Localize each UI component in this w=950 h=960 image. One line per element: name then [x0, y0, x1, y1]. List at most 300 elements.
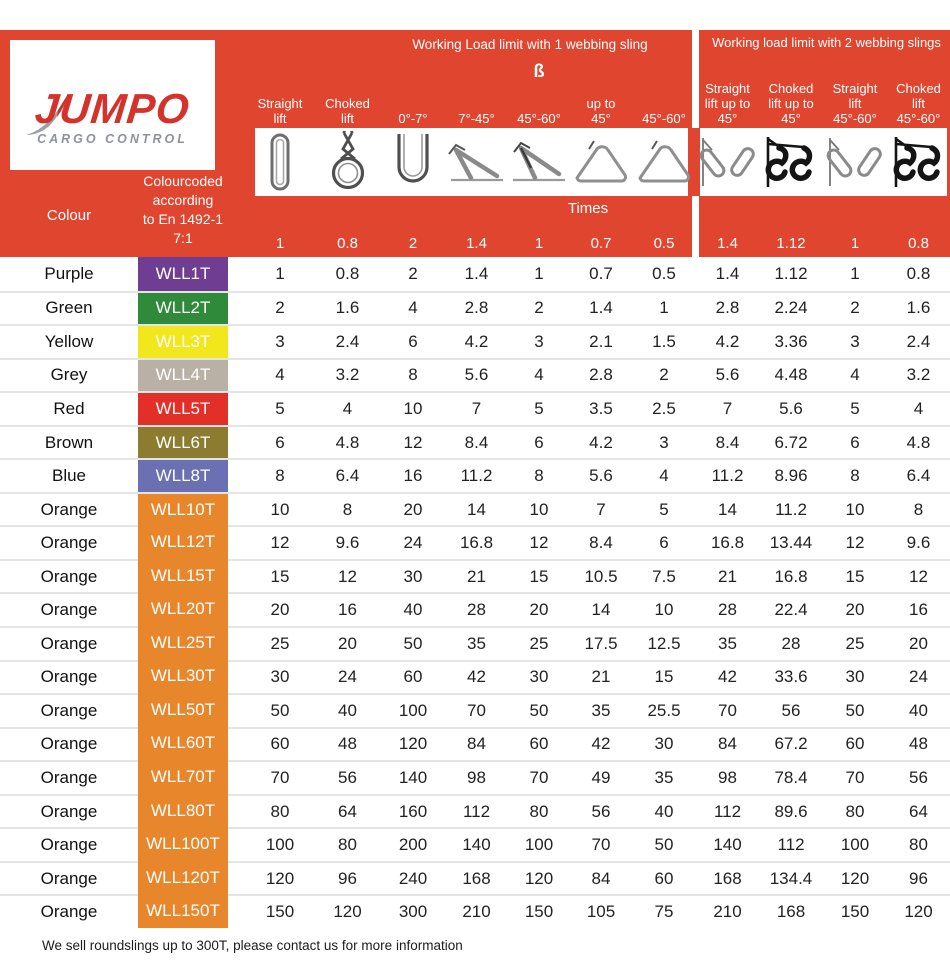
wll-value: 0.8 — [335, 263, 360, 283]
wll-value: 4 — [534, 365, 544, 385]
wll-badge-cell — [138, 695, 228, 727]
wll-badge: WLL100T — [138, 827, 228, 861]
wll-value: 8 — [534, 466, 544, 486]
multiplier-value: 1 — [850, 234, 860, 252]
wll-value: 4.48 — [774, 365, 808, 385]
wll-value: 5 — [275, 398, 285, 418]
column-header-choked-sling: Choked lift — [325, 96, 370, 126]
multiplier-value: 1.4 — [717, 234, 738, 252]
wll-value: 9.6 — [906, 533, 931, 553]
wll-value: 1.5 — [652, 331, 676, 351]
triangle-45-60-icon — [632, 128, 696, 196]
wll-badge-cell — [138, 594, 228, 626]
wll-value: 3 — [850, 331, 860, 351]
wll-value: 240 — [398, 868, 428, 888]
two-slings-straight-45-icon — [696, 128, 759, 196]
group-title-one-sling: Working Load limit with 1 webbing sling — [412, 37, 648, 52]
wll-value: 0.7 — [589, 263, 613, 283]
beta-angle-symbol: ß — [533, 61, 545, 81]
wll-value: 60 — [529, 734, 549, 754]
wll-value: 150 — [840, 902, 870, 922]
wll-value: 5.6 — [715, 365, 740, 385]
table-row — [0, 458, 950, 492]
table-row — [0, 727, 950, 761]
wll-badge-cell — [138, 257, 228, 291]
wll-value: 20 — [845, 600, 865, 620]
wll-value: 2 — [275, 298, 285, 318]
table-row — [0, 324, 950, 358]
wll-value: 60 — [403, 667, 423, 687]
multiplier-value: 2 — [408, 234, 418, 252]
wll-value: 30 — [529, 667, 549, 687]
wll-value: 60 — [270, 734, 290, 754]
table-row — [0, 391, 950, 425]
multiplier-value: 1 — [534, 234, 544, 252]
wll-value: 8 — [342, 499, 353, 519]
colour-name: Yellow — [44, 331, 94, 351]
colour-name: Brown — [44, 432, 94, 452]
wll-value: 60 — [654, 868, 674, 888]
wll-value: 98 — [467, 767, 486, 787]
wll-badge-cell — [138, 628, 228, 660]
multiplier-value: 1.12 — [776, 234, 806, 252]
wll-value: 4.2 — [715, 331, 740, 351]
wll-value: 64 — [909, 801, 928, 821]
wll-value: 140 — [462, 835, 491, 855]
table-body — [0, 257, 950, 928]
wll-value: 11.2 — [460, 466, 493, 486]
table-row — [0, 827, 950, 861]
wll-badge-cell — [138, 762, 228, 794]
column-header-spacer — [0, 64, 138, 126]
wll-value: 14 — [591, 600, 611, 620]
wll-value: 100 — [398, 700, 428, 720]
wll-value: 8.4 — [464, 432, 489, 452]
wll-value: 120 — [840, 868, 870, 888]
column-header-triangle-45-60: 45°-60° — [642, 111, 686, 126]
wll-value: 56 — [781, 700, 801, 720]
wll-badge: WLL4T — [138, 360, 228, 392]
wll-badge-cell — [138, 896, 228, 928]
wll-value: 8.4 — [589, 533, 613, 553]
wll-value: 5 — [659, 499, 669, 519]
wll-value: 98 — [718, 767, 737, 787]
table-row — [0, 358, 950, 392]
column-header-triangle-up-to-45: up to 45° — [586, 96, 616, 126]
table-header — [0, 30, 950, 257]
wll-badge-cell — [138, 796, 228, 828]
wll-value: 84 — [467, 734, 486, 754]
wll-value: 2 — [659, 365, 669, 385]
wll-value: 4 — [850, 365, 860, 385]
wll-value: 70 — [529, 767, 549, 787]
wll-value: 56 — [338, 767, 357, 787]
wll-value: 8.4 — [715, 432, 740, 452]
colour-name: Orange — [40, 868, 98, 888]
wll-value: 7 — [596, 499, 606, 519]
wll-value: 80 — [909, 835, 928, 855]
logo-tagline: CARGO CONTROL — [37, 132, 188, 146]
wll-value: 1.6 — [335, 298, 360, 318]
wll-value: 4.2 — [589, 432, 613, 452]
wll-value: 5 — [850, 398, 860, 418]
wll-value: 28 — [718, 600, 737, 620]
multiplier-value: 1 — [275, 234, 285, 252]
wll-value: 2.1 — [589, 331, 613, 351]
column-header-basket-0-7: 0°-7° — [398, 111, 428, 126]
wll-value: 16.8 — [459, 533, 494, 553]
wll-value: 6 — [534, 432, 544, 452]
wll-value: 4.8 — [335, 432, 360, 452]
colour-name: Orange — [40, 801, 98, 821]
wll-value: 1 — [275, 263, 285, 283]
group-title-two-slings: Working load limit with 2 webbing slings — [712, 35, 941, 50]
wll-value: 40 — [338, 700, 357, 720]
table-row — [0, 794, 950, 828]
colour-name: Orange — [40, 667, 98, 687]
wll-value: 120 — [398, 734, 428, 754]
wll-value: 1.4 — [464, 263, 489, 283]
wll-value: 12 — [338, 566, 357, 586]
choked-sling-icon — [314, 128, 381, 196]
wll-value: 5.6 — [589, 466, 613, 486]
wll-badge-cell — [138, 494, 228, 526]
wll-value: 6 — [275, 432, 285, 452]
wll-value: 78.4 — [774, 767, 808, 787]
wll-value: 8 — [275, 466, 285, 486]
wll-value: 100 — [524, 835, 554, 855]
wll-value: 11.2 — [775, 499, 807, 519]
colour-column-label: Colour — [46, 207, 92, 224]
wll-value: 70 — [845, 767, 865, 787]
wll-value: 80 — [529, 801, 549, 821]
table-row — [0, 559, 950, 593]
wll-value: 8.96 — [774, 466, 808, 486]
wll-value: 168 — [713, 868, 742, 888]
colour-name: Orange — [40, 600, 98, 620]
wll-value: 12 — [529, 533, 549, 553]
wll-value: 20 — [529, 600, 549, 620]
wll-badge-cell — [138, 729, 228, 761]
wll-value: 16.8 — [774, 566, 808, 586]
multiplier-value: 1.4 — [466, 234, 487, 252]
wll-value: 20 — [909, 633, 928, 653]
wll-badge-cell — [138, 863, 228, 895]
wll-value: 50 — [270, 700, 290, 720]
multiplier-value: 0.7 — [590, 234, 612, 252]
wll-value: 2.24 — [774, 298, 808, 318]
wll-value: 42 — [718, 667, 737, 687]
wll-value: 0.5 — [652, 263, 676, 283]
wll-value: 11.2 — [711, 466, 744, 486]
wll-value: 13.44 — [769, 533, 813, 553]
wll-value: 10 — [529, 499, 549, 519]
wll-value: 21 — [467, 566, 486, 586]
wll-value: 80 — [845, 801, 865, 821]
multiplier-row — [0, 230, 950, 256]
wll-value: 33.6 — [774, 667, 808, 687]
wll-badge: WLL150T — [138, 894, 228, 928]
wll-badge-cell — [138, 393, 228, 425]
wll-value: 48 — [338, 734, 357, 754]
wll-value: 5 — [534, 398, 544, 418]
wll-value: 10 — [270, 499, 290, 519]
wll-value: 1 — [659, 298, 669, 318]
wll-value: 16 — [403, 466, 423, 486]
column-header-basket-45-60: 45°-60° — [517, 111, 561, 126]
two-slings-choked-45-icon — [759, 128, 823, 196]
wll-value: 42 — [467, 667, 486, 687]
wll-value: 6 — [408, 331, 418, 351]
colour-name: Orange — [40, 734, 98, 754]
wll-value: 5.6 — [779, 398, 803, 418]
wll-value: 30 — [654, 734, 674, 754]
wll-value: 16 — [338, 600, 357, 620]
wll-value: 40 — [654, 801, 674, 821]
colour-name: Orange — [40, 700, 98, 720]
multiplier-value: 0.8 — [337, 234, 358, 252]
wll-badge-cell — [138, 527, 228, 559]
wll-value: 10 — [403, 398, 423, 418]
wll-value: 3.5 — [589, 398, 613, 418]
wll-value: 70 — [591, 835, 611, 855]
straight-sling-icon — [228, 128, 314, 196]
wll-value: 2.8 — [589, 365, 613, 385]
wll-badge: WLL1T — [138, 257, 228, 291]
wll-badge-cell — [138, 427, 228, 459]
wll-value: 8 — [850, 466, 860, 486]
wll-value: 4 — [913, 398, 924, 418]
wll-value: 140 — [398, 767, 428, 787]
wll-value: 50 — [654, 835, 674, 855]
wll-value: 80 — [270, 801, 290, 821]
wll-value: 24 — [338, 667, 357, 687]
colour-name: Orange — [40, 533, 98, 553]
wll-value: 7 — [722, 398, 733, 418]
wll-value: 5.6 — [464, 365, 489, 385]
wll-value: 12 — [403, 432, 423, 452]
table-row — [0, 492, 950, 526]
wll-value: 35 — [467, 633, 486, 653]
colour-name: Orange — [40, 902, 98, 922]
wll-badge: WLL60T — [138, 727, 228, 761]
wll-badge: WLL30T — [138, 660, 228, 694]
wll-value: 28 — [781, 633, 801, 653]
wll-value: 70 — [467, 700, 486, 720]
wll-value: 12.5 — [647, 633, 681, 653]
wll-value: 75 — [654, 902, 674, 922]
wll-value: 56 — [591, 801, 611, 821]
wll-value: 25 — [845, 633, 865, 653]
wll-value: 70 — [270, 767, 290, 787]
wll-value: 89.6 — [774, 801, 808, 821]
wll-badge-cell — [138, 561, 228, 593]
wll-value: 15 — [845, 566, 865, 586]
wll-value: 50 — [403, 633, 423, 653]
wll-value: 10 — [654, 600, 674, 620]
wll-value: 12 — [270, 533, 290, 553]
wll-value: 28 — [467, 600, 486, 620]
wll-value: 0.8 — [906, 263, 931, 283]
colour-name: Orange — [40, 835, 98, 855]
wll-badge-cell — [138, 326, 228, 358]
logo-wordmark: JUMPO — [32, 85, 193, 132]
wll-value: 3.2 — [335, 365, 360, 385]
wll-value: 3.36 — [774, 331, 808, 351]
wll-value: 1.12 — [774, 263, 808, 283]
footer-note: We sell roundslings up to 300T, please contact us for more information — [42, 938, 463, 953]
wll-value: 2.4 — [906, 331, 931, 351]
wll-value: 35 — [591, 700, 611, 720]
wll-value: 150 — [524, 902, 554, 922]
triangle-up-to-45-icon — [570, 128, 632, 196]
table-row — [0, 693, 950, 727]
wll-value: 1.6 — [906, 298, 931, 318]
colour-name: Red — [53, 398, 85, 418]
wll-value: 2 — [408, 263, 418, 283]
wll-value: 30 — [403, 566, 423, 586]
wll-value: 300 — [398, 902, 428, 922]
wll-value: 40 — [403, 600, 423, 620]
wll-value: 2.8 — [464, 298, 489, 318]
wll-value: 120 — [333, 902, 362, 922]
wll-value: 84 — [718, 734, 737, 754]
table-row — [0, 525, 950, 559]
colour-name: Orange — [40, 499, 98, 519]
wll-badge: WLL2T — [138, 293, 228, 325]
wll-value: 35 — [654, 767, 674, 787]
wll-value: 60 — [845, 734, 865, 754]
times-label: Times — [567, 200, 609, 217]
wll-value: 3 — [534, 331, 544, 351]
wll-badge: WLL25T — [138, 626, 228, 660]
wll-value: 4 — [408, 298, 418, 318]
wll-value: 10 — [845, 499, 865, 519]
column-header-row — [0, 64, 950, 126]
column-header-straight-sling: Straight lift — [257, 96, 303, 126]
wll-value: 4 — [659, 466, 669, 486]
wll-value: 64 — [338, 801, 357, 821]
wll-value: 6.72 — [774, 432, 808, 452]
wll-badge: WLL8T — [138, 460, 228, 492]
wll-badge-cell — [138, 829, 228, 861]
colour-name: Orange — [40, 566, 98, 586]
wll-value: 2.4 — [335, 331, 360, 351]
wll-value: 24 — [403, 533, 423, 553]
wll-value: 120 — [524, 868, 554, 888]
wll-value: 70 — [718, 700, 737, 720]
wll-value: 17.5 — [584, 633, 618, 653]
wll-value: 210 — [713, 902, 742, 922]
wll-value: 112 — [462, 801, 491, 821]
wll-value: 140 — [713, 835, 742, 855]
colourcoded-label: Colourcoded according to En 1492-1 7:1 — [142, 173, 224, 246]
colour-name: Orange — [40, 767, 98, 787]
wll-badge: WLL15T — [138, 559, 228, 593]
wll-value: 42 — [591, 734, 611, 754]
wll-value: 30 — [270, 667, 290, 687]
table-row — [0, 660, 950, 694]
wll-badge-cell — [138, 360, 228, 392]
wll-value: 7.5 — [652, 566, 676, 586]
wll-value: 21 — [591, 667, 611, 687]
wll-value: 1 — [850, 263, 860, 283]
wll-badge: WLL50T — [138, 693, 228, 727]
wll-badge-cell — [138, 662, 228, 694]
wll-value: 6 — [659, 533, 669, 553]
wll-value: 210 — [462, 902, 491, 922]
wll-badge: WLL80T — [138, 794, 228, 828]
colour-name: Blue — [51, 466, 87, 486]
wll-value: 35 — [718, 633, 737, 653]
basket-7-45-icon — [445, 128, 508, 196]
column-header-two-slings-choked-60: Choked lift 45°-60° — [896, 81, 941, 126]
wll-value: 10.5 — [584, 566, 618, 586]
wll-value: 100 — [840, 835, 870, 855]
wll-value: 4.8 — [906, 432, 931, 452]
wll-badge: WLL3T — [138, 326, 228, 358]
wll-value: 15 — [654, 667, 674, 687]
wll-value: 14 — [467, 499, 486, 519]
wll-badge: WLL10T — [138, 494, 228, 526]
wll-value: 8 — [913, 499, 924, 519]
wll-value: 112 — [777, 835, 805, 855]
wll-value: 3 — [659, 432, 669, 452]
wll-value: 50 — [529, 700, 549, 720]
column-header-two-slings-straight-60: Straight lift 45°-60° — [832, 81, 878, 126]
wll-value: 105 — [586, 902, 616, 922]
colour-name: Grey — [50, 365, 88, 385]
table-row — [0, 760, 950, 794]
wll-badge-cell — [138, 293, 228, 325]
column-header-basket-7-45: 7°-45° — [458, 111, 495, 126]
wll-value: 7 — [471, 398, 482, 418]
wll-value: 40 — [909, 700, 928, 720]
sling-icon-row — [0, 128, 950, 196]
wll-value: 168 — [462, 868, 491, 888]
wll-value: 14 — [718, 499, 737, 519]
table-row — [0, 861, 950, 895]
two-slings-choked-60-icon — [887, 128, 950, 196]
wll-value: 20 — [403, 499, 423, 519]
wll-value: 84 — [591, 868, 611, 888]
wll-value: 200 — [398, 835, 428, 855]
multiplier-spacer — [0, 230, 138, 256]
wll-value: 50 — [845, 700, 865, 720]
wll-value: 9.6 — [335, 533, 360, 553]
wll-value: 2 — [850, 298, 860, 318]
wll-value: 4.2 — [464, 331, 489, 351]
wll-value: 15 — [270, 566, 290, 586]
icon-spacer — [0, 128, 138, 196]
wll-value: 25 — [529, 633, 549, 653]
wll-value: 2.5 — [652, 398, 676, 418]
wll-value: 6.4 — [335, 466, 360, 486]
table-row — [0, 257, 950, 291]
colour-name: Green — [45, 298, 93, 318]
wll-value: 49 — [591, 767, 611, 787]
wll-value: 134.4 — [769, 868, 813, 888]
wll-value: 168 — [776, 902, 806, 922]
wll-value: 48 — [909, 734, 928, 754]
wll-value: 160 — [398, 801, 428, 821]
wll-badge: WLL70T — [138, 760, 228, 794]
wll-value: 100 — [265, 835, 295, 855]
multiplier-value: 0.8 — [908, 234, 929, 252]
wll-value: 16 — [909, 600, 928, 620]
wll-value: 8 — [408, 365, 418, 385]
table-row — [0, 425, 950, 459]
